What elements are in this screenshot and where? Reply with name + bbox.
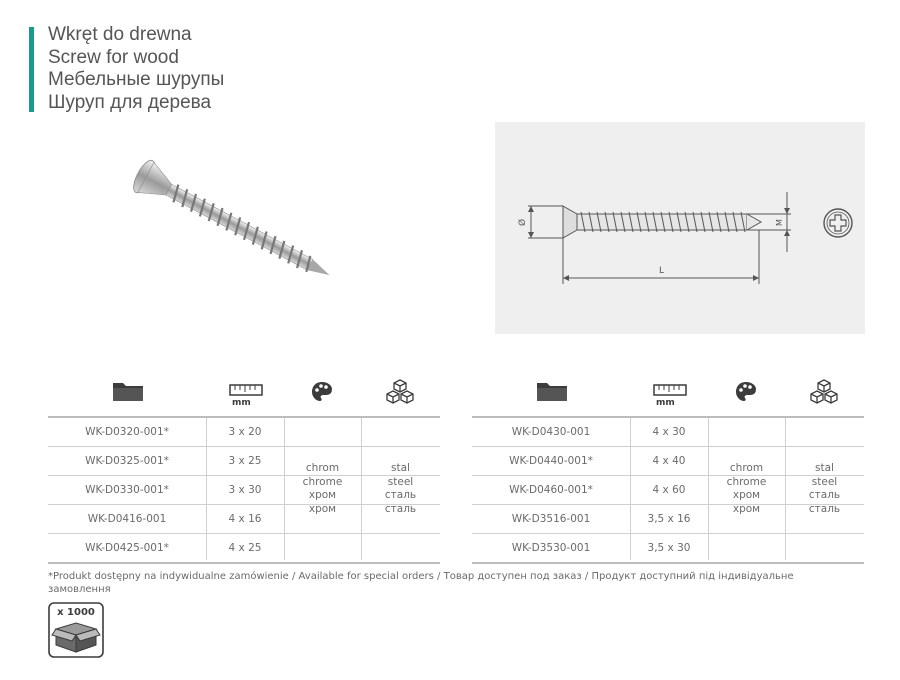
title-pl: Wkręt do drewna xyxy=(48,24,192,45)
palette-icon xyxy=(734,380,758,404)
product-code: WK-D3516-001 xyxy=(511,513,591,525)
product-size: 3 x 25 xyxy=(228,455,262,467)
product-code: WK-D0430-001 xyxy=(511,426,591,438)
title-uk: Шуруп для дерева xyxy=(48,91,212,113)
product-size: 3 x 20 xyxy=(228,426,262,438)
package-box-icon xyxy=(48,602,104,658)
material-cell: stal steel сталь сталь xyxy=(808,462,841,515)
finish-cell: chrom chrome хром хром xyxy=(726,462,767,515)
cubes-icon xyxy=(809,378,839,406)
right-product-table xyxy=(472,372,864,554)
package-quantity: x 1000 xyxy=(57,607,95,618)
material-cell: stal steel сталь сталь xyxy=(384,462,417,515)
product-code: WK-D0460-001* xyxy=(509,484,593,496)
diameter-label: Ø xyxy=(518,218,528,226)
folder-icon xyxy=(536,380,568,402)
finish-cell: chrom chrome хром хром xyxy=(302,462,343,515)
product-size: 4 x 16 xyxy=(228,513,262,525)
accent-bar xyxy=(29,27,34,112)
size-unit: mm xyxy=(656,398,675,408)
product-code: WK-D0330-001* xyxy=(85,484,169,496)
product-code: WK-D0325-001* xyxy=(85,455,169,467)
palette-icon xyxy=(310,380,334,404)
title-en: Screw for wood xyxy=(48,46,179,68)
cubes-icon xyxy=(385,378,415,406)
product-size: 4 x 60 xyxy=(652,484,686,496)
title-ru: Мебельные шурупы xyxy=(48,69,225,90)
product-code: WK-D0425-001* xyxy=(85,542,169,554)
footnote: *Produkt dostępny na indywidualne zamówienie / Available for special orders / Товар доступен под заказ / Продукт доступний під індивідуальне замовлення xyxy=(48,571,794,595)
product-size: 4 x 40 xyxy=(652,455,686,467)
folder-icon xyxy=(112,380,144,402)
size-unit: mm xyxy=(232,398,251,408)
screw-photo xyxy=(120,150,350,290)
product-titles xyxy=(48,24,224,114)
technical-drawing xyxy=(495,122,865,334)
product-code: WK-D0416-001 xyxy=(87,513,167,525)
product-size: 3 x 30 xyxy=(228,484,262,496)
product-code: WK-D3530-001 xyxy=(511,542,591,554)
product-code: WK-D0320-001* xyxy=(85,426,169,438)
phillips-head-icon xyxy=(824,209,852,237)
product-code: WK-D0440-001* xyxy=(509,455,593,467)
thread-label: M xyxy=(775,219,784,226)
ruler-icon xyxy=(653,382,687,398)
product-size: 4 x 30 xyxy=(652,426,686,438)
left-product-table xyxy=(48,372,440,554)
ruler-icon xyxy=(229,382,263,398)
product-size: 3,5 x 16 xyxy=(647,513,691,525)
length-label: L xyxy=(659,266,665,276)
product-size: 4 x 25 xyxy=(228,542,262,554)
product-size: 3,5 x 30 xyxy=(647,542,691,554)
